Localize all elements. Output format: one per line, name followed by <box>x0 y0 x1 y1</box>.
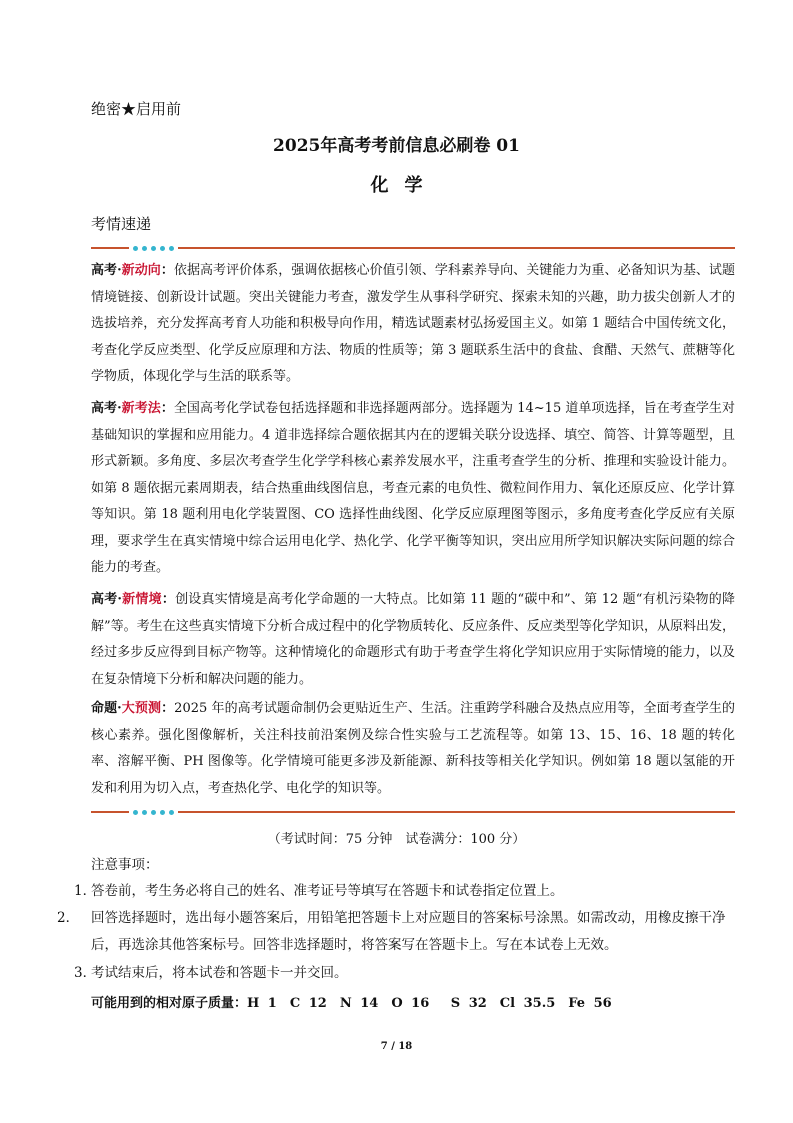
section-contexts: 高考·新情境：创设真实情境是高考化学命题的一大特点。比如第 11 题的“碳中和”、第 12 题“有机污染物的降解”等。考生在这些真实情境下分析合成过程中的化学物质转化、反应条件、反应类型等化学知识，从原料出发，经过多步反应得到目标产物等。这种情境化的命题形式有助于考查学生将化学知识应用于实际情境的能力，以及在复杂情境下分析和解决问题的能力。 <box>91 592 735 687</box>
section-prefix: 高考· <box>91 263 122 278</box>
section-text: 全国高考化学试卷包括选择题和非选择题两部分。选择题为 14~15 道单项选择，旨在考查学生对基础知识的掌握和应用能力。4 道非选择综合题依据其内在的逻辑关联分设选择、填空、简答、计算等题型，且形式新颖。多角度、多层次考查学生化学学科核心素养发展水平，注重考查学生的分析、推理和实验设计能力。如第 8 题依据元素周期表，结合热重曲线图信息，考查元素的电负性、微粒间作用力、氧化还原反应、化学计算等知识。第 18 题利用电化学装置图、CO 选择性曲线图、化学反应原理图等图示，多角度考查化学反应有关原理，要求学生在真实情境中综合运用电化学、热化学、化学平衡等知识，突出应用所学知识解决实际问题的综合能力的考查。 <box>91 401 735 575</box>
paper-title: 2025年高考考前信息必刷卷 01 <box>273 136 520 156</box>
section-label: 大预测 <box>121 701 162 716</box>
section-methods: 高考·新考法：全国高考化学试卷包括选择题和非选择题两部分。选择题为 14~15 道单项选择，旨在考查学生对基础知识的掌握和应用能力。4 道非选择综合题依据其内在的逻辑关联分设选择、填空、简答、计算等题型，且形式新颖。多角度、多层次考查学生化学学科核心素养发展水平，注重考查学生的分析、推理和实验设计能力。如第 8 题依据元素周期表，结合热重曲线图信息，考查元素的电负性、微粒间作用力、氧化还原反应、化学计算等知识。第 18 题利用电化学装置图、CO 选择性曲线图、化学反应原理图等图示，多角度考查化学反应有关原理，要求学生在真实情境中综合运用电化学、热化学、化学平衡等知识，突出应用所学知识解决实际问题的综合能力的考查。 <box>91 401 735 575</box>
top-divider <box>91 241 735 255</box>
note-text: 考试结束后，将本试卷和答题卡一并交回。 <box>91 965 348 981</box>
notes-title: 注意事项： <box>91 857 159 873</box>
note-number: 3． <box>74 965 97 981</box>
section-trends: 高考·新动向：依据高考评价体系，强调依据核心价值引领、学科素养导向、关键能力为重、必备知识为基、试题情境链接、创新设计试题。突出关键能力考查，激发学生从事科学研究、探索未知的兴趣，助力拔尖创新人才的选拔培养，充分发挥高考育人功能和积极导向作用，精选试题素材弘扬爱国主义。如第 1 题结合中国传统文化，考查化学反应类型、化学反应原理和方法、物质的性质等；第 3 题联系生活中的食盐、食醋、天然气、蔗糖等化学物质，体现化学与生活的联系等。 <box>91 263 735 384</box>
section-label: 新情境 <box>121 592 162 607</box>
section-text: 依据高考评价体系，强调依据核心价值引领、学科素养导向、关键能力为重、必备知识为基、试题情境链接、创新设计试题。突出关键能力考查，激发学生从事科学研究、探索未知的兴趣，助力拔尖创新人才的选拔培养，充分发挥高考育人功能和积极导向作用，精选试题素材弘扬爱国主义。如第 1 题结合中国传统文化，考查化学反应类型、化学反应原理和方法、物质的性质等；第 3 题联系生活中的食盐、食醋、天然气、蔗糖等化学物质，体现化学与生活的联系等。 <box>91 263 735 384</box>
note-text: 回答选择题时，选出每小题答案后，用铅笔把答题卡上对应题目的答案标号涂黑。如需改动，用橡皮擦干净后，再选涂其他答案标号。回答非选择题时，将答案写在答题卡上。写在本试卷上无效。 <box>91 910 726 953</box>
note-item <box>74 960 735 987</box>
bottom-divider <box>91 805 735 819</box>
section-text: 创设真实情境是高考化学命题的一大特点。比如第 11 题的“碳中和”、第 12 题“有机污染物的降解”等。考生在这些真实情境下分析合成过程中的化学物质转化、反应条件、反应类型等化学知识，从原料出发，经过多步反应得到目标产物等。这种情境化的命题形式有助于考查学生将化学知识应用于实际情境的能力，以及在复杂情境下分析和解决问题的能力。 <box>91 592 735 687</box>
atomic-masses: 可能用到的相对原子质量：H 1 C 12 N 14 O 16 S 32 Cl 35.5 Fe 56 <box>91 996 612 1011</box>
section-prefix: 高考· <box>91 401 122 416</box>
section-prefix: 高考· <box>91 592 122 607</box>
page-number: 7 / 18 <box>380 1041 413 1052</box>
exam-time-info: （考试时间：75 分钟 试卷满分：100 分） <box>267 832 526 847</box>
confidential-label: 绝密★启用前 <box>91 100 182 118</box>
section-label: 新动向 <box>121 263 161 278</box>
section-prefix: 命题· <box>91 701 122 716</box>
section-heading: 考情速递 <box>91 215 152 233</box>
section-label: 新考法 <box>121 401 161 416</box>
note-number: 2． <box>57 910 80 926</box>
note-text: 答卷前，考生务必将自己的姓名、准考证号等填写在答题卡和试卷指定位置上。 <box>91 883 564 899</box>
section-text: 2025 年的高考试题命制仍会更贴近生产、生活。注重跨学科融合及热点应用等，全面考查学生的核心素养。强化图像解析，关注科技前沿案例及综合性实验与工艺流程等。如第 13、15、16、18 题的转化率、溶解平衡、PH 图像等。化学情境可能更多涉及新能源、新科技等相关化学知识。例如第 18 题以氢能的开发和利用为切入点，考查热化学、电化学的知识等。 <box>91 701 735 796</box>
note-item <box>74 878 735 905</box>
note-number: 1． <box>74 883 97 899</box>
note-item <box>57 905 735 959</box>
subject-title: 化学 <box>370 175 439 196</box>
section-forecast: 命题·大预测：2025 年的高考试题命制仍会更贴近生产、生活。注重跨学科融合及热点应用等，全面考查学生的核心素养。强化图像解析，关注科技前沿案例及综合性实验与工艺流程等。如第 13、15、16、18 题的转化率、溶解平衡、PH 图像等。化学情境可能更多涉及新能源、新科技等相关化学知识。例如第 18 题以氢能的开发和利用为切入点，考查热化学、电化学的知识等。 <box>91 701 735 796</box>
